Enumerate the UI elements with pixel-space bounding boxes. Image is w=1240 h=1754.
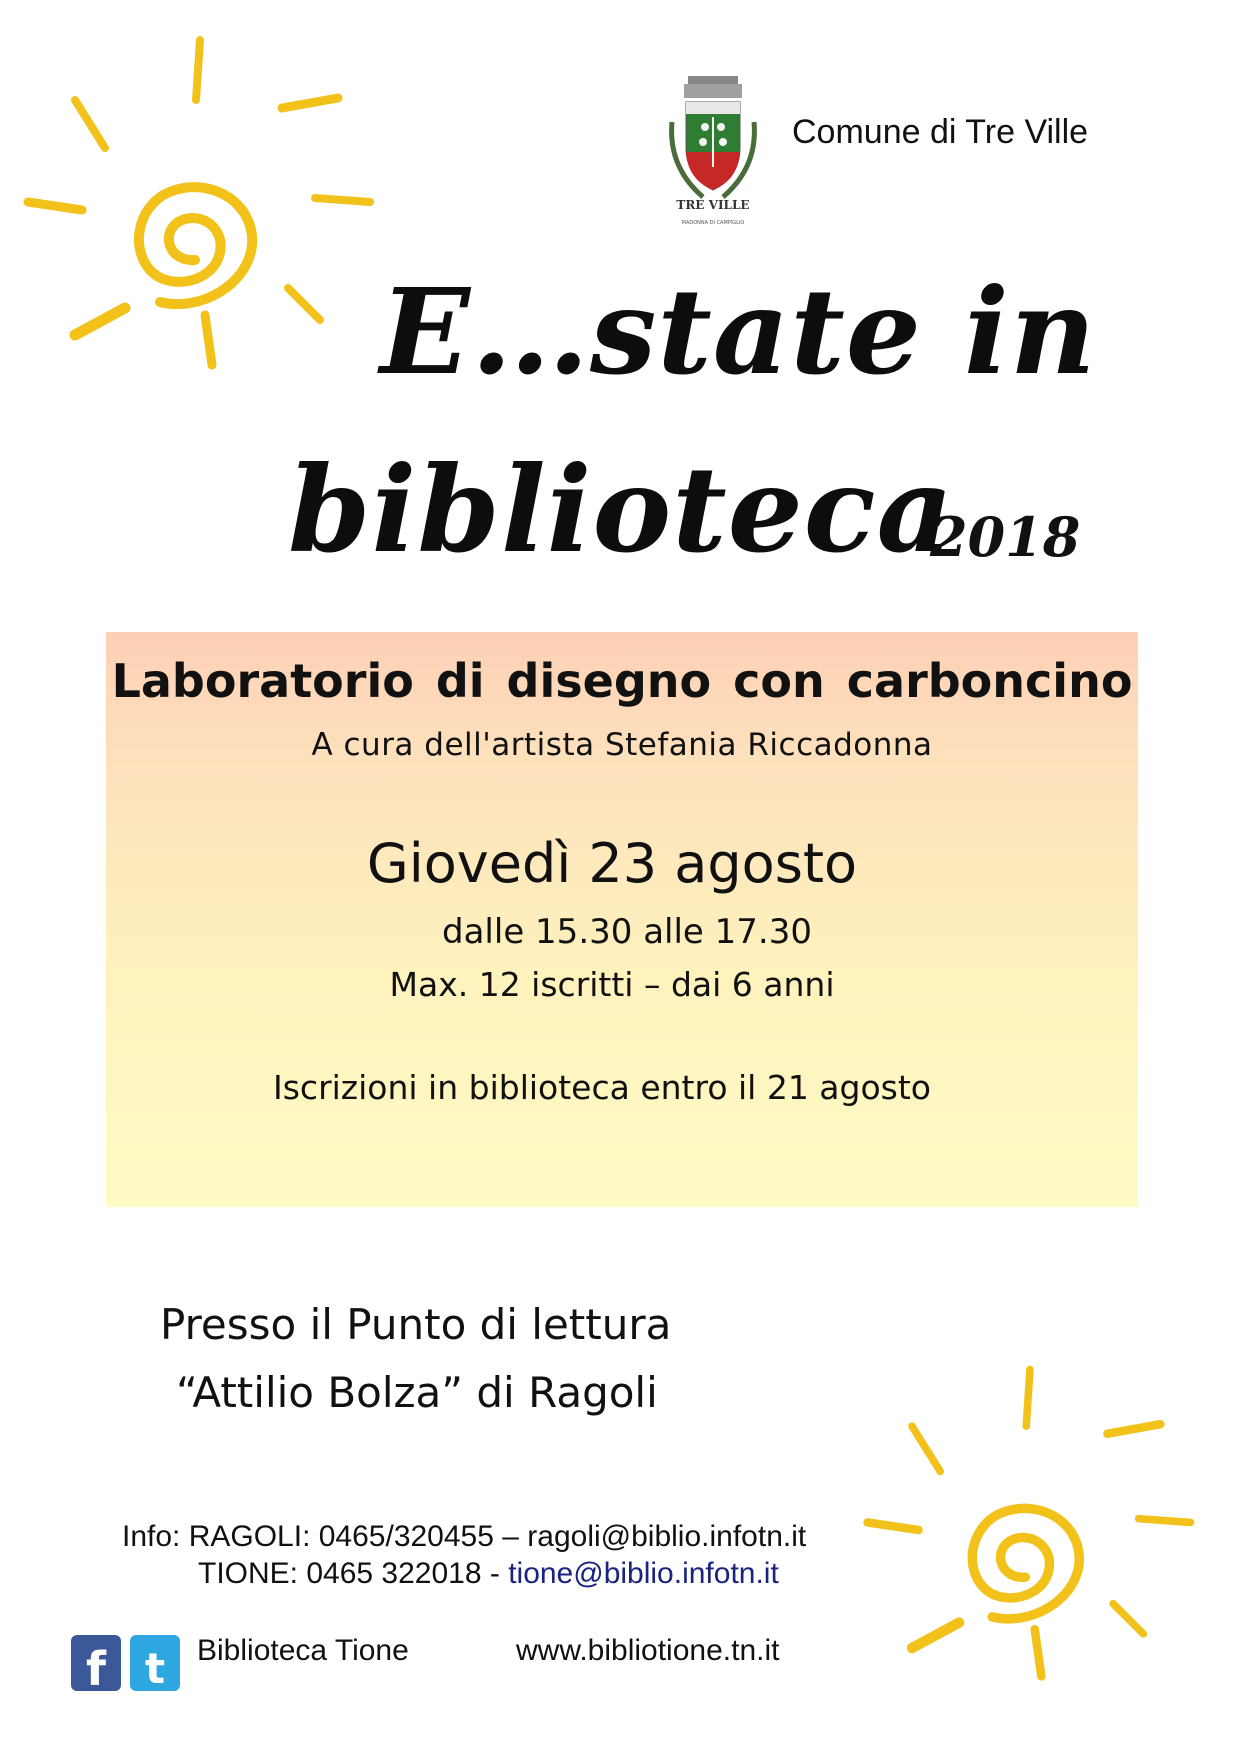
event-date: Giovedì 23 agosto bbox=[366, 832, 858, 895]
social-label: Biblioteca Tione bbox=[197, 1634, 409, 1667]
sun-icon bbox=[860, 1360, 1200, 1700]
venue-line-1: Presso il Punto di lettura bbox=[160, 1300, 672, 1349]
svg-text:f: f bbox=[85, 1642, 107, 1695]
event-registration: Iscrizioni in biblioteca entro il 21 agosto bbox=[273, 1068, 931, 1107]
event-capacity: Max. 12 iscritti – dai 6 anni bbox=[389, 965, 835, 1004]
title-line-2: biblioteca bbox=[288, 440, 955, 579]
contact-tione-phone: TIONE: 0465 322018 - bbox=[198, 1557, 509, 1590]
svg-text:t: t bbox=[144, 1644, 166, 1693]
social-icons bbox=[70, 1633, 182, 1695]
event-time: dalle 15.30 alle 17.30 bbox=[442, 912, 812, 952]
venue-line-2: “Attilio Bolza” di Ragoli bbox=[176, 1368, 658, 1417]
title-year: 2018 bbox=[930, 505, 1081, 569]
contact-ragoli: Info: RAGOLI: 0465/320455 – ragoli@biblio.infotn.it bbox=[122, 1520, 807, 1553]
event-name: Laboratorio di disegno con carboncino bbox=[111, 654, 1133, 708]
contact-tione bbox=[198, 1557, 779, 1591]
title-line-1: E…state in bbox=[380, 262, 1097, 401]
twitter-icon[interactable] bbox=[130, 1635, 180, 1693]
svg-text:TRE VILLE: TRE VILLE bbox=[676, 198, 750, 212]
facebook-icon[interactable] bbox=[71, 1635, 121, 1695]
municipality-name: Comune di Tre Ville bbox=[792, 113, 1089, 151]
tione-email-link[interactable]: tione@biblio.infotn.it bbox=[508, 1557, 779, 1590]
event-curator: A cura dell'artista Stefania Riccadonna bbox=[311, 727, 933, 763]
event-box bbox=[106, 632, 1138, 1207]
website-link[interactable]: www.bibliotione.tn.it bbox=[516, 1634, 780, 1667]
crest-icon bbox=[658, 72, 768, 232]
svg-text:MADONNA DI CAMPIGLIO: MADONNA DI CAMPIGLIO bbox=[681, 220, 745, 226]
sun-icon bbox=[20, 30, 380, 390]
